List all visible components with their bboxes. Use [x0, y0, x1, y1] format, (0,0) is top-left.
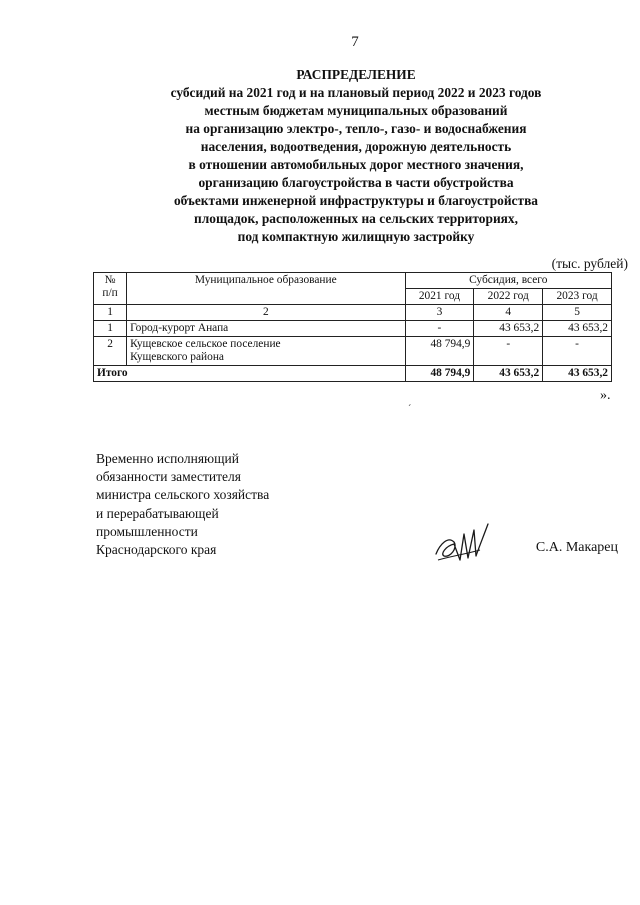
title-line: субсидий на 2021 год и на плановый период 2022 и 2023 годов [170, 85, 542, 100]
row-value-2022: 43 653,2 [474, 321, 543, 337]
subsidy-table [93, 272, 612, 382]
total-value-2021: 48 794,9 [405, 366, 474, 382]
total-label: Итого [94, 366, 406, 382]
title-line: организацию благоустройства в части обустройства [198, 175, 514, 190]
header-subsidy-total: Субсидия, всего [405, 273, 611, 289]
page-number: 7 [351, 34, 359, 50]
handwritten-signature [432, 520, 494, 568]
row-num: 1 [94, 321, 127, 337]
row-value-2021: - [405, 321, 474, 337]
row-value-2023: - [543, 337, 612, 366]
signer-title-line: Краснодарского края [96, 542, 217, 558]
signer-title-line: Временно исполняющий [96, 451, 239, 466]
header-num: № п/п [94, 273, 127, 305]
title-line: местным бюджетам муниципальных образований [204, 103, 508, 118]
signer-title-line: министра сельского хозяйства [96, 487, 270, 503]
scan-speck: ´ [408, 404, 412, 415]
row-municipality: Город-курорт Анапа [127, 321, 405, 337]
row-num: 2 [94, 337, 127, 366]
title-line: в отношении автомобильных дорог местного значения, [188, 157, 524, 172]
title-line: площадок, расположенных на сельских территориях, [194, 211, 518, 226]
column-numbers-row [94, 305, 612, 321]
title-line: объектами инженерной инфраструктуры и благоустройства [173, 193, 539, 208]
units-note: (тыс. рублей) [551, 256, 628, 271]
row-value-2023: 43 653,2 [543, 321, 612, 337]
header-municipality: Муниципальное образование [127, 273, 405, 305]
title-line: на организацию электро-, тепло-, газо- и водоснабжения [185, 121, 527, 136]
total-value-2022: 43 653,2 [474, 366, 543, 382]
table-row [94, 321, 612, 337]
title-line: под компактную жилищную застройку [237, 229, 475, 244]
signer-title-line: и перерабатывающей [96, 505, 219, 521]
total-row [94, 366, 612, 382]
signer-position [96, 450, 269, 559]
title-heading: РАСПРЕДЕЛЕНИЕ [296, 67, 416, 82]
header-year: 2021 год [405, 289, 474, 305]
table-row [94, 337, 612, 366]
closing-quote: ». [600, 388, 611, 403]
header-year: 2022 год [474, 289, 543, 305]
total-value-2023: 43 653,2 [543, 366, 612, 382]
signer-title-line: промышленности [96, 523, 198, 539]
signer-title-line: обязанности заместителя [96, 469, 241, 485]
document-title [96, 66, 616, 246]
row-value-2021: 48 794,9 [405, 337, 474, 366]
signer-name: С.А. Макарец [535, 540, 618, 555]
column-number: 5 [543, 305, 612, 321]
row-municipality: Кущевское сельское поселение Кущевского района [127, 337, 405, 366]
column-number: 4 [474, 305, 543, 321]
row-value-2022: - [474, 337, 543, 366]
column-number: 1 [94, 305, 127, 321]
title-line: населения, водоотведения, дорожную деятельность [200, 139, 512, 154]
column-number: 2 [127, 305, 405, 321]
header-year: 2023 год [543, 289, 612, 305]
table-header-row [94, 273, 612, 289]
column-number: 3 [405, 305, 474, 321]
